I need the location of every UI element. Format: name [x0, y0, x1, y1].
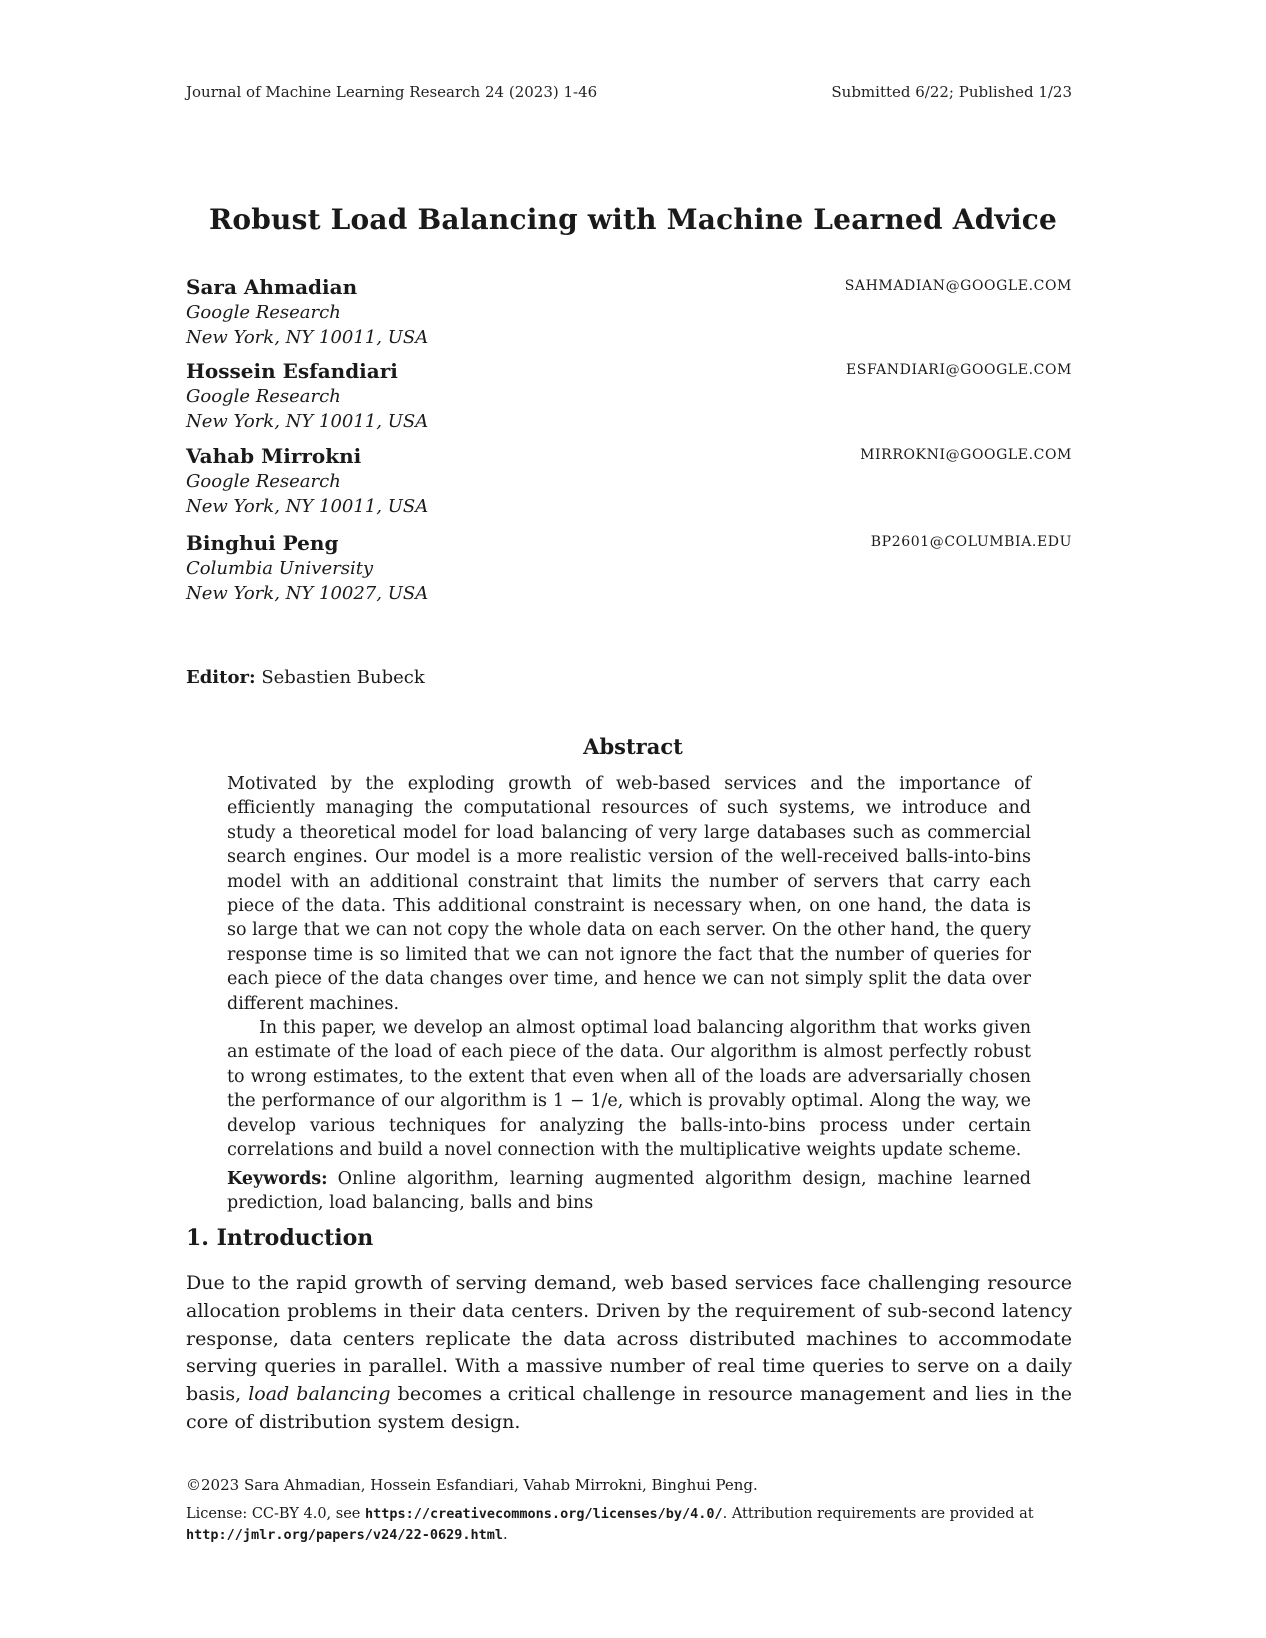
- author-address: New York, NY 10011, USA: [186, 496, 429, 517]
- license-link[interactable]: https://creativecommons.org/licenses/by/4.0/: [365, 1506, 723, 1522]
- author-affiliation: Google Research: [186, 471, 341, 492]
- author-block: [186, 274, 1072, 350]
- author-affiliation: Google Research: [186, 386, 341, 407]
- author-address: New York, NY 10027, USA: [186, 583, 429, 604]
- editor-name: Sebastien Bubeck: [261, 667, 425, 688]
- keywords: [227, 1167, 1031, 1216]
- intro-text: becomes a critical challenge in resource management and lies in the core of distribution system design.: [186, 1383, 1072, 1433]
- paper-title: Robust Load Balancing with Machine Learned Advice: [208, 203, 1058, 236]
- intro-paragraph: [186, 1270, 1072, 1437]
- author-name: Sara Ahmadian: [186, 275, 358, 299]
- attribution-link[interactable]: http://jmlr.org/papers/v24/22-0629.html: [186, 1527, 503, 1543]
- author-email[interactable]: SAHMADIAN@GOOGLE.COM: [844, 278, 1072, 294]
- author-block: [186, 443, 1072, 519]
- license-prefix: License: CC-BY 4.0, see: [186, 1506, 361, 1522]
- author-name: Vahab Mirrokni: [186, 444, 362, 468]
- author-email[interactable]: BP2601@COLUMBIA.EDU: [870, 534, 1072, 550]
- abstract-body: [227, 772, 1031, 1215]
- author-name: Binghui Peng: [186, 531, 339, 555]
- copyright-notice: ©2023 Sara Ahmadian, Hossein Esfandiari, Vahab Mirrokni, Binghui Peng.: [186, 1476, 758, 1494]
- intro-emphasis: load balancing: [248, 1383, 391, 1406]
- intro-text: Due to the rapid growth of serving demand, web based services face challenging resource allocation problems in their data centers. Driven by the requirement of sub-second latency response, data centers replicate the data across distributed machines to accommodate serving queries in parallel. With a massive number of real time queries to serve on a daily basis,: [186, 1272, 1072, 1406]
- journal-header: Journal of Machine Learning Research 24 (2023) 1-46: [186, 83, 598, 101]
- editor-line: [186, 667, 425, 688]
- license-mid: . Attribution requirements are provided at: [722, 1506, 1034, 1522]
- keywords-label: Keywords:: [227, 1168, 328, 1189]
- author-affiliation: Google Research: [186, 302, 341, 323]
- license-notice: [186, 1504, 1072, 1546]
- author-address: New York, NY 10011, USA: [186, 327, 429, 348]
- author-block: [186, 530, 1072, 606]
- abstract-paragraph: Motivated by the exploding growth of web-based services and the importance of efficiently managing the computational resources of such systems, we introduce and study a theoretical model for load balancing of very large databases such as commercial search engines. Our model is a more realistic version of the well-received balls-into-bins model with an additional constraint that limits the number of servers that carry each piece of the data. This additional constraint is necessary when, on one hand, the data is so large that we can not copy the whole data on each server. On the other hand, the query response time is so limited that we can not ignore the fact that the number of queries for each piece of the data changes over time, and hence we can not simply split the data over different machines.: [227, 774, 1031, 1014]
- abstract-heading: Abstract: [583, 734, 683, 759]
- author-affiliation: Columbia University: [186, 558, 374, 579]
- license-end: .: [502, 1527, 508, 1543]
- abstract-paragraph: In this paper, we develop an almost optimal load balancing algorithm that works given an estimate of the load of each piece of the data. Our algorithm is almost perfectly robust to wrong estimates, to the extent that even when all of the loads are adversarially chosen the performance of our algorithm is 1 − 1/e, which is provably optimal. Along the way, we develop various techniques for analyzing the balls-into-bins process under certain correlations and build a novel connection with the multiplicative weights update scheme.: [227, 1018, 1031, 1161]
- author-name: Hossein Esfandiari: [186, 359, 398, 383]
- editor-label: Editor:: [186, 667, 256, 688]
- section-heading: 1. Introduction: [186, 1225, 374, 1251]
- author-block: [186, 358, 1072, 434]
- keywords-list: Online algorithm, learning augmented algorithm design, machine learned prediction, load balancing, balls and bins: [227, 1168, 1031, 1213]
- author-address: New York, NY 10011, USA: [186, 411, 429, 432]
- author-email[interactable]: MIRROKNI@GOOGLE.COM: [860, 447, 1072, 463]
- submission-dates: Submitted 6/22; Published 1/23: [831, 83, 1072, 101]
- author-email[interactable]: ESFANDIARI@GOOGLE.COM: [845, 362, 1072, 378]
